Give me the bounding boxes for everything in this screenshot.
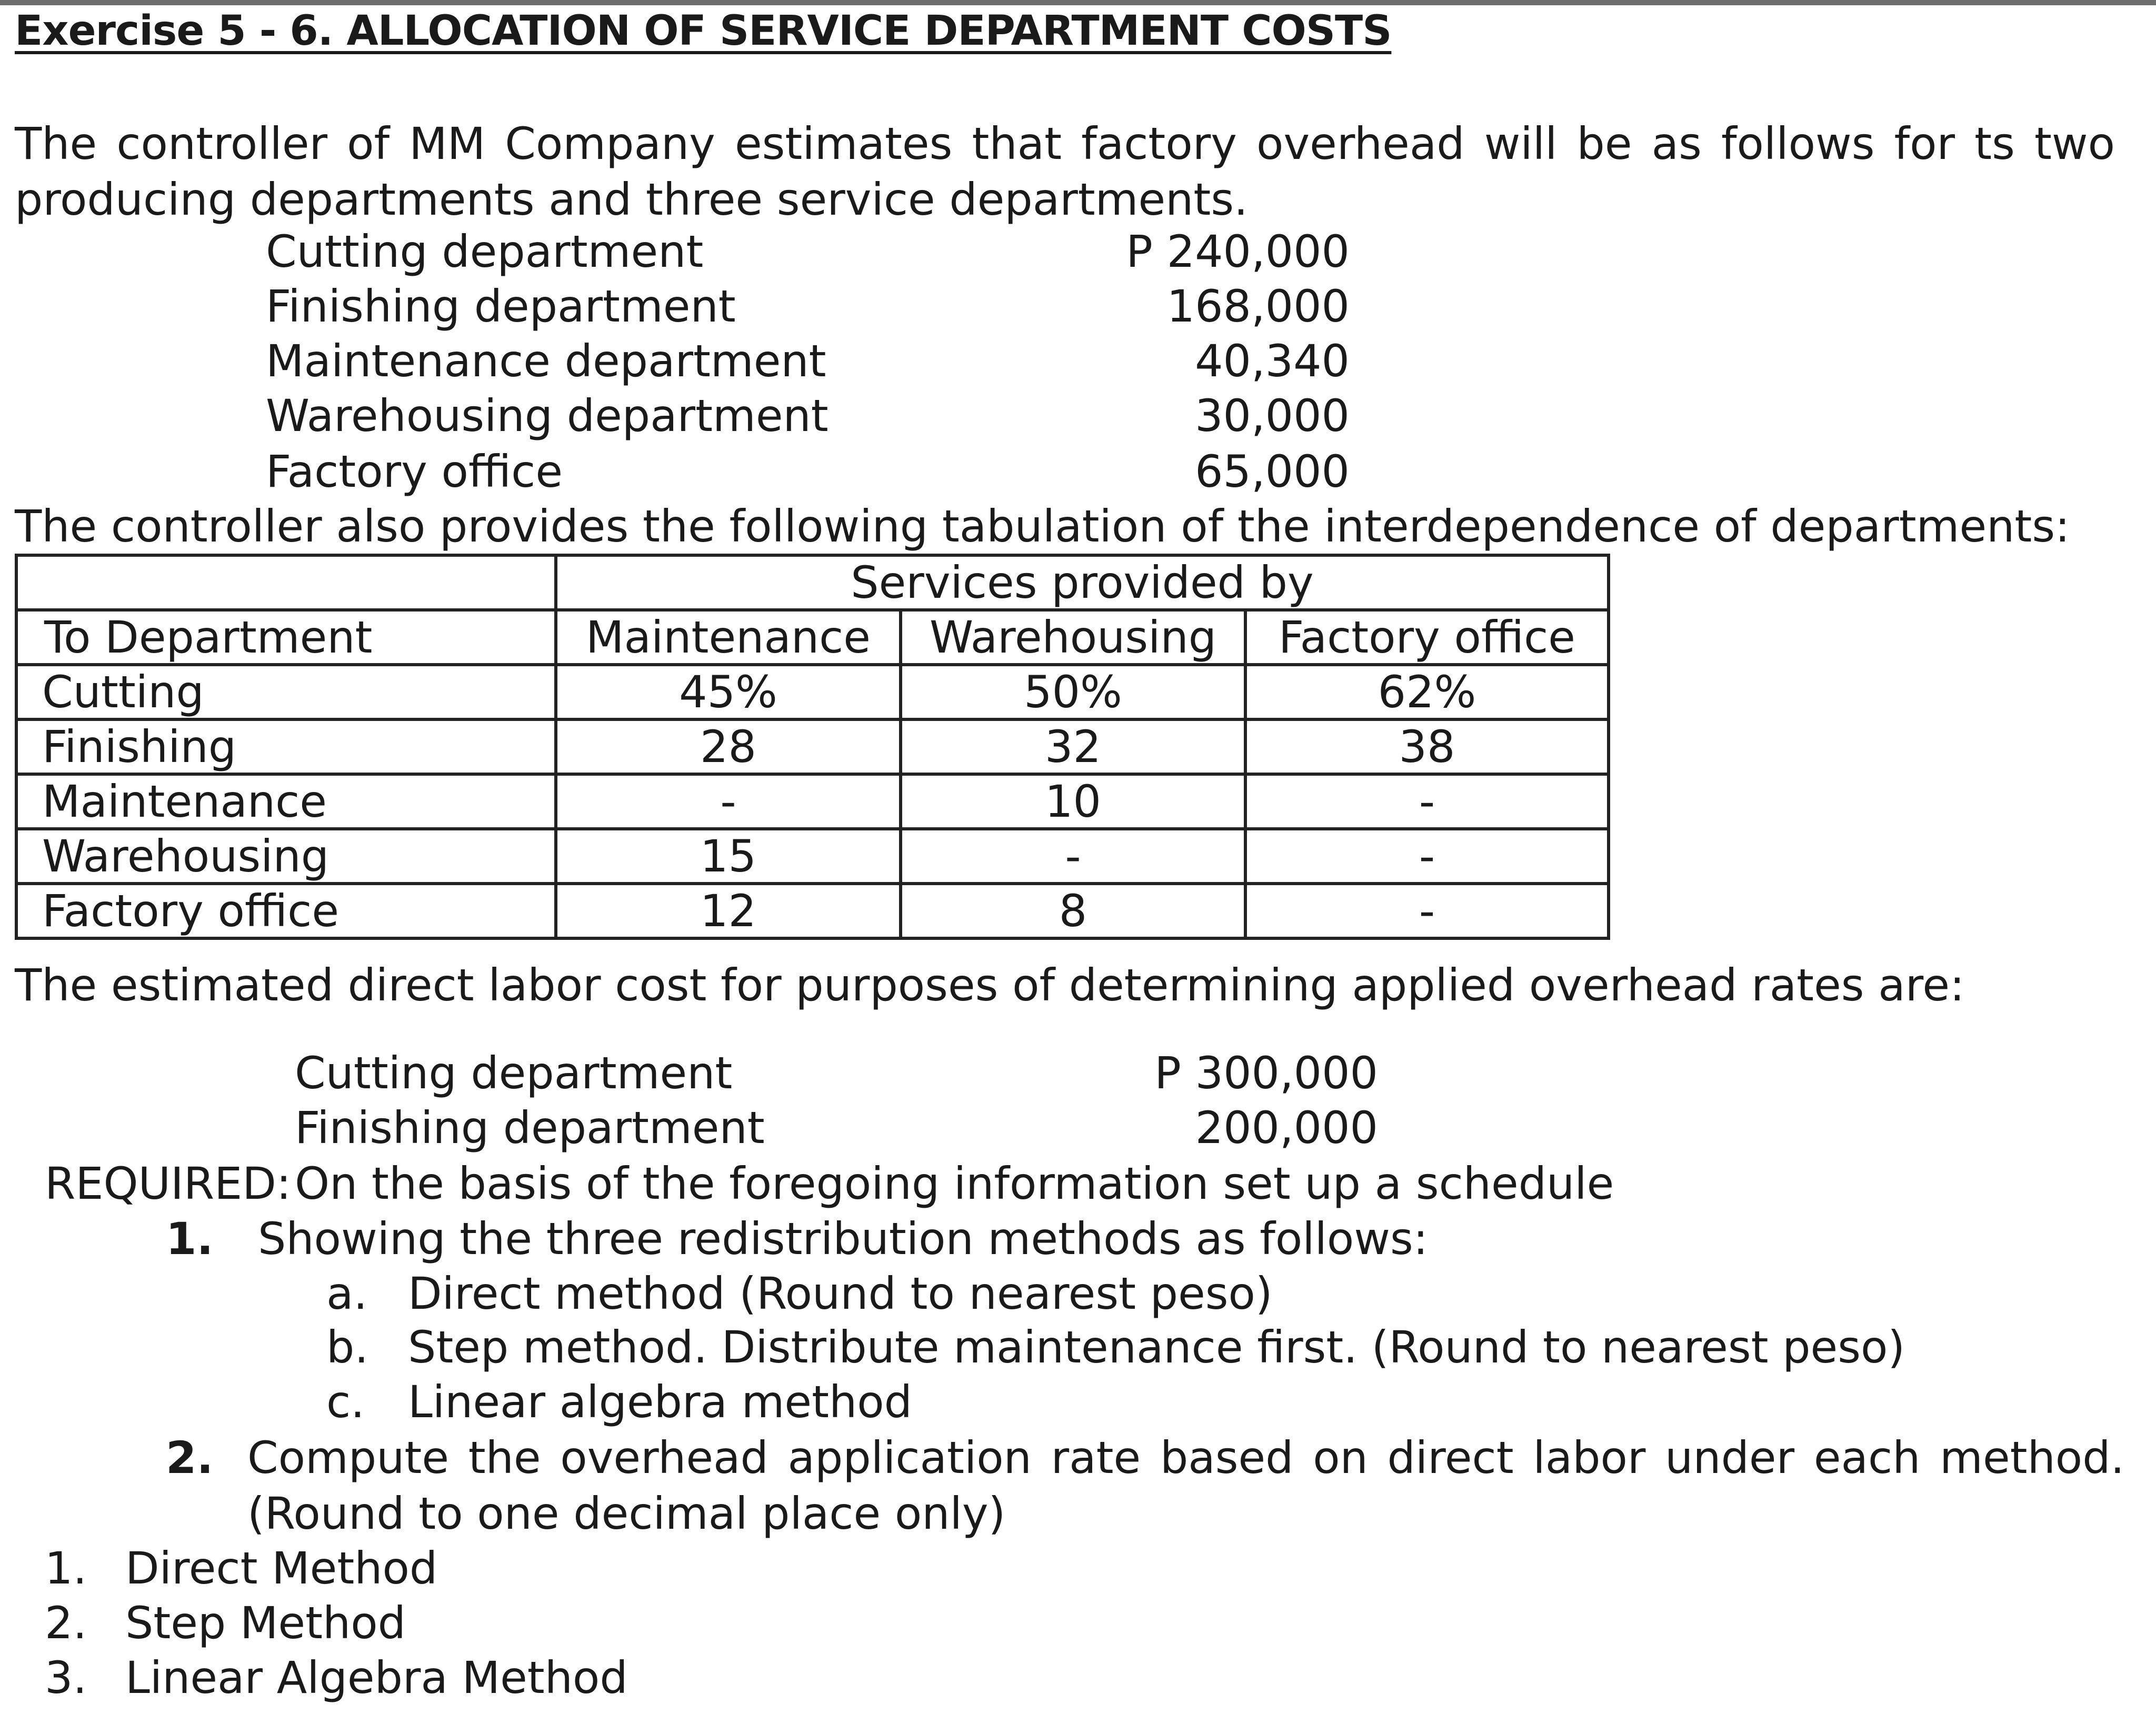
sub-item-letter: a. [326,1268,368,1319]
cell-factory-office: - [1245,774,1609,829]
overhead-amount: P 240,000 [1126,226,1350,277]
column-header: Warehousing [901,610,1245,665]
labor-amount: 200,000 [1195,1102,1378,1154]
overhead-amount: 30,000 [1195,390,1350,442]
method-number: 2. [45,1597,87,1649]
overhead-amount: 168,000 [1166,280,1350,332]
exercise-title: Exercise 5 - 6. ALLOCATION OF SERVICE DEPARTMENT COSTS [15,7,1392,55]
sub-item-text: Linear algebra method [408,1376,913,1428]
column-header: Maintenance [556,610,901,665]
row-dept: Finishing [16,719,556,774]
interdependence-table [15,554,1610,940]
cell-warehousing: - [901,829,1245,884]
group-header: Services provided by [556,555,1609,610]
overhead-dept: Finishing department [266,280,736,332]
cell-factory-office: - [1245,884,1609,938]
overhead-dept: Cutting department [266,226,704,277]
row-dept: Warehousing [16,829,556,884]
sub-item-text: Direct method (Round to nearest peso) [408,1268,1273,1319]
required-item-note: (Round to one decimal place only) [247,1488,1006,1539]
cell-factory-office: 38 [1245,719,1609,774]
table-row [16,774,1609,829]
cell-warehousing: 10 [901,774,1245,829]
cell-factory-office: 62% [1245,665,1609,719]
intro-paragraph: The controller of MM Company estimates that factory overhead will be as follows for ts two producing departments and three service departments. [15,118,2115,225]
sub-item-letter: c. [326,1376,365,1428]
table-row [16,665,1609,719]
method-number: 1. [45,1542,87,1594]
overhead-dept: Maintenance department [266,335,826,387]
cell-warehousing: 32 [901,719,1245,774]
top-border [0,0,2156,5]
method-name: Direct Method [125,1542,438,1594]
table-group-header-row [16,555,1609,610]
labor-dept: Cutting department [295,1047,733,1099]
required-item-number: 1. [166,1213,214,1265]
labor-amount: P 300,000 [1154,1047,1378,1099]
cell-maintenance: 15 [556,829,901,884]
sub-item-letter: b. [326,1321,369,1373]
method-number: 3. [45,1652,87,1703]
labor-dept: Finishing department [295,1102,765,1154]
table-row [16,719,1609,774]
required-item-number: 2. [166,1432,214,1484]
overhead-dept: Factory office [266,446,563,497]
row-dept: Factory office [16,884,556,938]
sub-item-text: Step method. Distribute maintenance first. (Round to nearest peso) [408,1321,1905,1373]
tabulation-intro: The controller also provides the following tabulation of the interdependence of departments: [15,500,2070,552]
overhead-amount: 40,340 [1195,335,1350,387]
row-dept: Maintenance [16,774,556,829]
cell-maintenance: - [556,774,901,829]
cell-warehousing: 8 [901,884,1245,938]
table-row [16,884,1609,938]
overhead-amount: 65,000 [1195,446,1350,497]
row-dept: Cutting [16,665,556,719]
required-item-text: Compute the overhead application rate based on direct labor under each method. [247,1432,2125,1484]
required-item-text: Showing the three redistribution methods as follows: [258,1213,1429,1265]
required-label: REQUIRED: [45,1158,292,1209]
table-header-row [16,610,1609,665]
cell-maintenance: 45% [556,665,901,719]
method-name: Step Method [125,1597,406,1649]
method-name: Linear Algebra Method [125,1652,628,1703]
overhead-dept: Warehousing department [266,390,829,442]
required-text: On the basis of the foregoing information set up a schedule [295,1158,1614,1209]
column-header: To Department [16,610,556,665]
cell-factory-office: - [1245,829,1609,884]
labor-intro: The estimated direct labor cost for purposes of determining applied overhead rates are: [15,959,1965,1011]
cell-maintenance: 28 [556,719,901,774]
column-header: Factory office [1245,610,1609,665]
cell-maintenance: 12 [556,884,901,938]
cell-warehousing: 50% [901,665,1245,719]
table-row [16,829,1609,884]
